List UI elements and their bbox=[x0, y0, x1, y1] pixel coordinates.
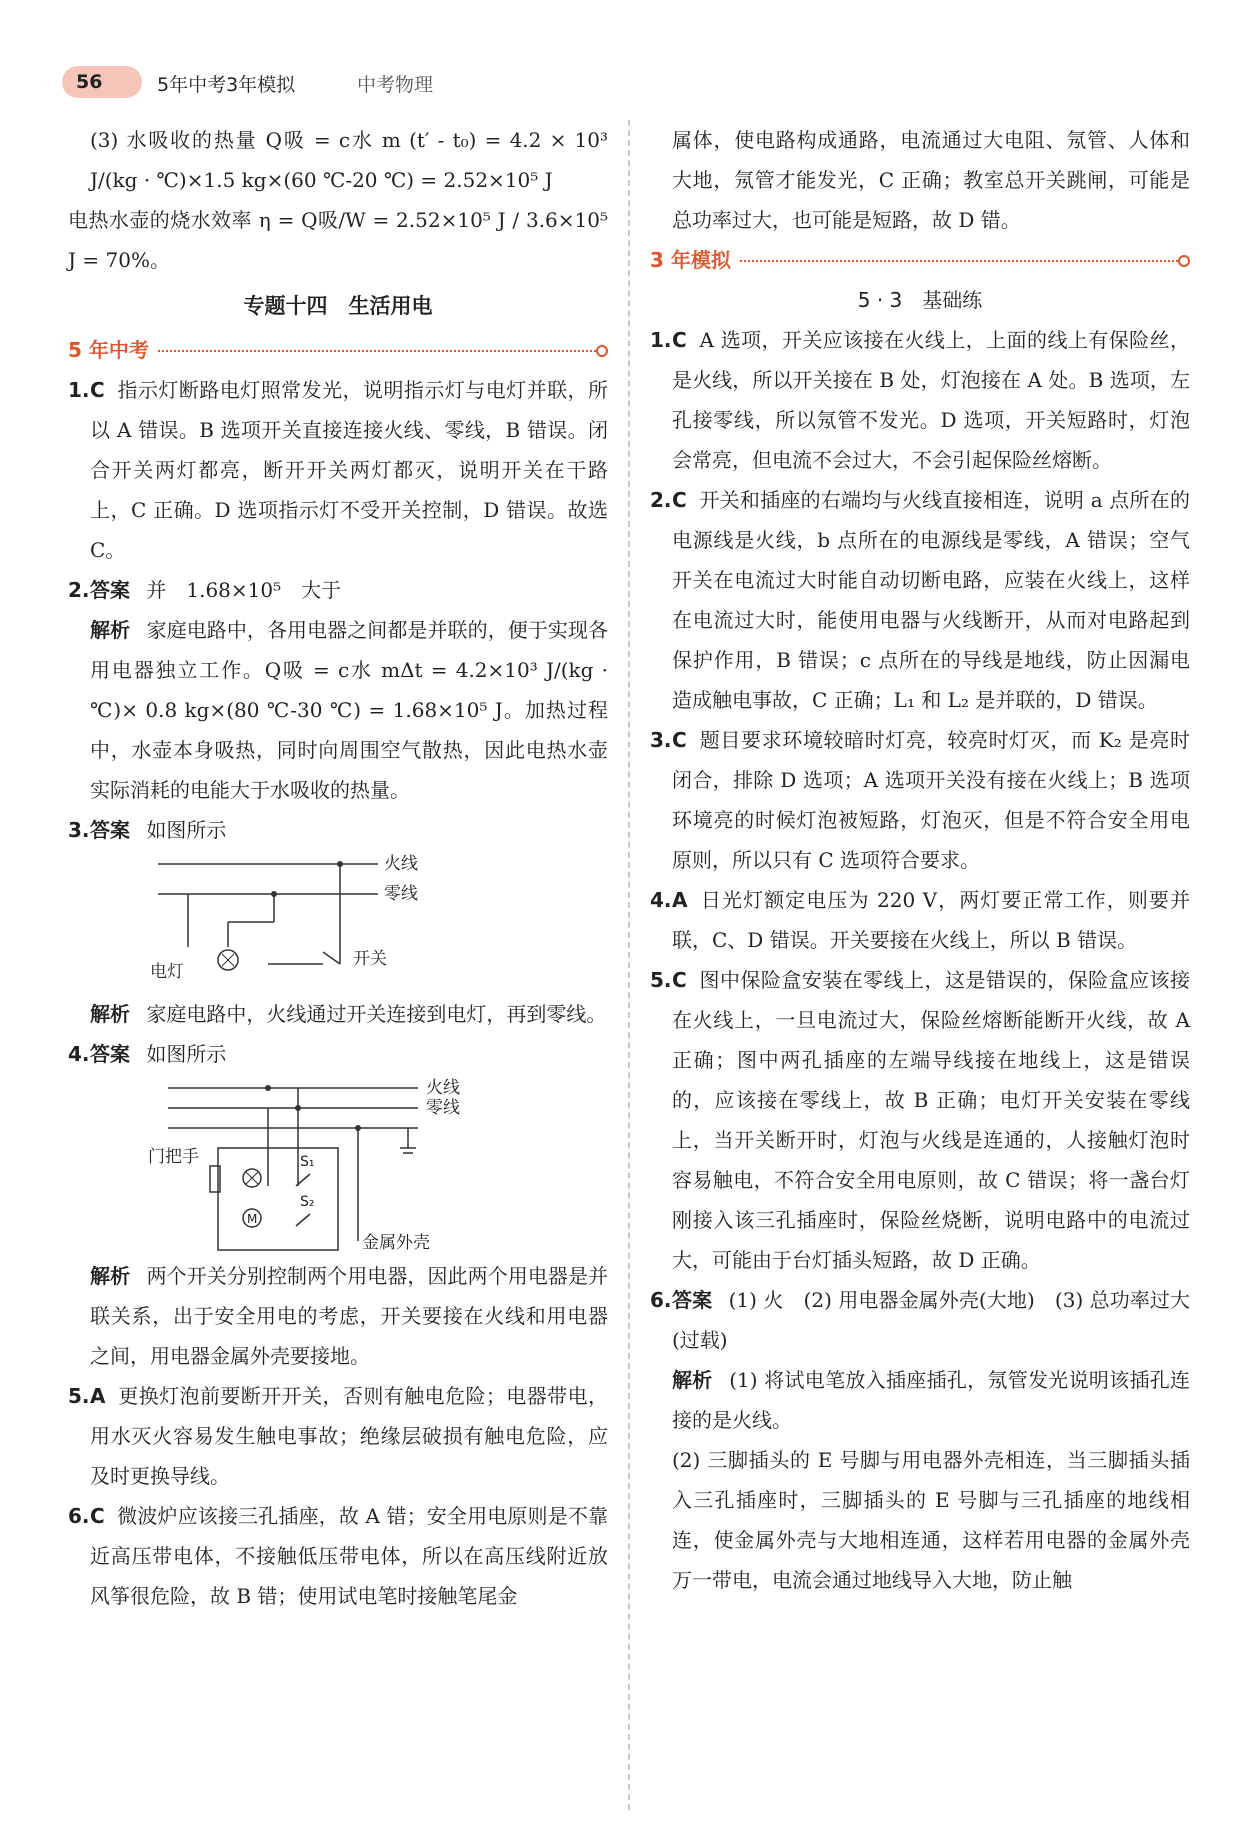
question-text: 图中保险盒安装在零线上，这是错误的，保险盒应该接在火线上，一旦电流过大，保险丝熔断能断开火线，故 A 正确；图中两孔插座的左端导线接在地线上，这是错误的，应该接在零线上，故 B 正确；电灯开关安装在零线上，当开关断开时，灯泡与火线是连通的，人接触灯泡时容易触电，不符合安全用电原则，故 C 错误；将一盏台灯刚接入该三孔插座时，保险丝烧断，说明电路中的电流过大，可能由于台灯插头短路，故 D 正确。 bbox=[672, 968, 1191, 1272]
answer-text: (1) 火 (2) 用电器金属外壳(大地) (3) 总功率过大(过载) bbox=[672, 1288, 1191, 1352]
switch-label: 开关 bbox=[353, 949, 387, 969]
answer-letter: C bbox=[90, 1504, 105, 1528]
question-number: 1. bbox=[650, 328, 672, 352]
question-5 bbox=[68, 1376, 608, 1496]
question-text: 日光灯额定电压为 220 V，两灯要正常工作，则要并联，C、D 错误。开关要接在火线上，所以 B 错误。 bbox=[672, 888, 1190, 952]
answer-label: 答案 bbox=[90, 1042, 130, 1066]
question-number: 3. bbox=[650, 728, 672, 752]
question-number: 5. bbox=[68, 1384, 90, 1408]
answer-letter: C bbox=[672, 328, 687, 352]
answer-label: 答案 bbox=[672, 1288, 713, 1312]
book-series: 5年中考3年模拟 bbox=[157, 74, 296, 96]
answer-letter: C bbox=[672, 728, 687, 752]
question-text: 指示灯断路电灯照常发光，说明指示灯与电灯并联，所以 A 错误。B 选项开关直接连接火线、零线，B 错误。闭合开关两灯都亮，断开开关两灯都灭，说明开关在干路上，C 正确。D 选项指示灯不受开关控制，D 错误。故选 C。 bbox=[90, 378, 609, 562]
practice-4 bbox=[650, 880, 1190, 960]
section-label: 3 年模拟 bbox=[650, 240, 739, 280]
explanation-text: 两个开关分别控制两个用电器，因此两个用电器是并联关系，出于安全用电的考虑，开关要接在火线和用电器之间，用电器金属外壳要接地。 bbox=[90, 1264, 609, 1368]
question-text: 更换灯泡前要断开开关，否则有触电危险；电器带电，用水灭火容易发生触电事故；绝缘层破损有触电危险，应及时更换导线。 bbox=[90, 1384, 608, 1488]
efficiency-calc: 电热水壶的烧水效率 η = Q吸/W = 2.52×10⁵ J / 3.6×10⁵ J = 70%。 bbox=[68, 208, 608, 272]
live-wire-label: 火线 bbox=[426, 1078, 460, 1098]
question-number: 4. bbox=[650, 888, 672, 912]
explanation-text: 家庭电路中，火线通过开关连接到电灯，再到零线。 bbox=[146, 1002, 607, 1026]
explanation-text: 家庭电路中，各用电器之间都是并联的，便于实现各用电器独立工作。Q吸 = c水 mΔt = 4.2×10³ J/(kg · ℃)× 0.8 kg×(80 ℃-30 ℃) = 1.68×10⁵ J。加热过程中，水壶本身吸热，同时向周围空气散热，因此电热水壶实际消耗的电能大于水吸收的热量。 bbox=[90, 618, 609, 802]
page-number: 56 bbox=[62, 66, 142, 98]
answer-text: 如图所示 bbox=[146, 818, 227, 842]
book-subject: 中考物理 bbox=[357, 74, 434, 96]
question-4-answer bbox=[68, 1034, 608, 1074]
section-dot-icon bbox=[596, 345, 608, 357]
question-text: 开关和插座的右端均与火线直接相连，说明 a 点所在的电源线是火线，b 点所在的电源线是零线，A 错误；空气开关在电流过大时能自动切断电路，应装在火线上，这样在电流过大时，能使用电器与火线断开，从而对电路起到保护作用，B 错误；c 点所在的导线是地线，防止因漏电造成触电事故，C 正确；L₁ 和 L₂ 是并联的，D 错误。 bbox=[672, 488, 1191, 712]
switch-s2-label: S₂ bbox=[300, 1194, 315, 1210]
question-6 bbox=[68, 1496, 608, 1616]
question-text: A 选项，开关应该接在火线上，上面的线上有保险丝，是火线，所以开关接在 B 处，灯泡接在 A 处。B 选项，左孔接零线，所以氖管不发光。D 选项，开关短路时，灯泡会常亮，但电流不会过大，不会引起保险丝熔断。 bbox=[672, 328, 1190, 472]
explanation-text: (2) 三脚插头的 E 号脚与用电器外壳相连，当三脚插头插入三孔插座时，三脚插头的 E 号脚与三孔插座的地线相连，使金属外壳与大地相连通，这样若用电器的金属外壳万一带电，电流会通过地线导入大地，防止触 bbox=[672, 1448, 1190, 1592]
question-text: 微波炉应该接三孔插座，故 A 错；安全用电原则是不靠近高压带电体，不接触低压带电体，所以在高压线附近放风筝很危险，故 B 错；使用试电笔时接触笔尾金 bbox=[90, 1504, 608, 1608]
question-number: 2. bbox=[68, 578, 90, 602]
circuit-diagram-1 bbox=[148, 852, 448, 992]
column-divider bbox=[628, 120, 630, 1810]
answer-label: 答案 bbox=[90, 578, 130, 602]
practice-2 bbox=[650, 480, 1190, 720]
explanation-label: 解析 bbox=[672, 1368, 713, 1392]
continued-text: 属体，使电路构成通路，电流通过大电阻、氖管、人体和大地，氖管才能发光，C 正确；教室总开关跳闸，可能是总功率过大，也可能是短路，故 D 错。 bbox=[672, 128, 1190, 232]
question-1 bbox=[68, 370, 608, 570]
answer-letter: C bbox=[672, 488, 687, 512]
question-3-answer bbox=[68, 810, 608, 850]
question-2-answer bbox=[68, 570, 608, 610]
practice-6-explanation-2 bbox=[650, 1440, 1190, 1600]
question-4-explanation bbox=[68, 1256, 608, 1376]
question-text: 题目要求环境较暗时灯亮，较亮时灯灭，而 K₂ 是亮时闭合，排除 D 选项；A 选项开关没有接在火线上；B 选项环境亮的时候灯泡被短路，灯泡灭，但是不符合安全用电原则，所以只有 C 选项符合要求。 bbox=[672, 728, 1190, 872]
question-2-explanation bbox=[68, 610, 608, 810]
neutral-wire-label: 零线 bbox=[384, 884, 418, 904]
question-number: 3. bbox=[68, 818, 90, 842]
answer-text: 并 1.68×10⁵ 大于 bbox=[146, 578, 342, 602]
section-header-5yr bbox=[68, 330, 608, 370]
lamp-label: 电灯 bbox=[150, 962, 184, 982]
question-number: 1. bbox=[68, 378, 90, 402]
answer-label: 答案 bbox=[90, 818, 130, 842]
door-handle-label: 门把手 bbox=[148, 1147, 199, 1167]
switch-s1-label: S₁ bbox=[300, 1154, 315, 1170]
topic-title: 专题十四 生活用电 bbox=[243, 294, 433, 318]
answer-text: 如图所示 bbox=[146, 1042, 227, 1066]
explanation-text: (1) 将试电笔放入插座插孔，氖管发光说明该插孔连接的是火线。 bbox=[672, 1368, 1191, 1432]
practice-6-explanation bbox=[650, 1360, 1190, 1440]
question-number: 2. bbox=[650, 488, 672, 512]
question-number: 6. bbox=[68, 1504, 90, 1528]
practice-1 bbox=[650, 320, 1190, 480]
section-rule bbox=[158, 350, 604, 352]
page-header bbox=[62, 64, 1212, 100]
practice-5 bbox=[650, 960, 1190, 1280]
question-number: 4. bbox=[68, 1042, 90, 1066]
right-column bbox=[650, 120, 1190, 1600]
section-rule bbox=[740, 260, 1186, 262]
left-column bbox=[68, 120, 608, 1616]
answer-letter: A bbox=[672, 888, 688, 912]
circuit-diagram-2 bbox=[148, 1076, 488, 1254]
live-wire-label: 火线 bbox=[384, 854, 418, 874]
answer-letter: A bbox=[90, 1384, 106, 1408]
answer-letter: C bbox=[672, 968, 687, 992]
sub-section-title: 5 · 3 基础练 bbox=[857, 288, 983, 312]
explanation-label: 解析 bbox=[90, 618, 131, 642]
practice-3 bbox=[650, 720, 1190, 880]
explanation-label: 解析 bbox=[90, 1264, 131, 1288]
question-number: 5. bbox=[650, 968, 672, 992]
continued-calc: (3) 水吸收的热量 Q吸 = c水 m (t′ - t₀) = 4.2 × 10³ J/(kg · ℃)×1.5 kg×(60 ℃-20 ℃) = 2.52×10⁵ J bbox=[90, 128, 608, 192]
practice-6-answer bbox=[650, 1280, 1190, 1360]
motor-label: M bbox=[247, 1212, 258, 1226]
section-dot-icon bbox=[1178, 255, 1190, 267]
question-3-explanation bbox=[68, 994, 608, 1034]
metal-shell-label: 金属外壳 bbox=[362, 1233, 430, 1253]
section-label: 5 年中考 bbox=[68, 330, 157, 370]
explanation-label: 解析 bbox=[90, 1002, 130, 1026]
section-header-3yr bbox=[650, 240, 1190, 280]
answer-letter: C bbox=[90, 378, 105, 402]
question-number: 6. bbox=[650, 1288, 672, 1312]
neutral-wire-label: 零线 bbox=[426, 1098, 460, 1118]
